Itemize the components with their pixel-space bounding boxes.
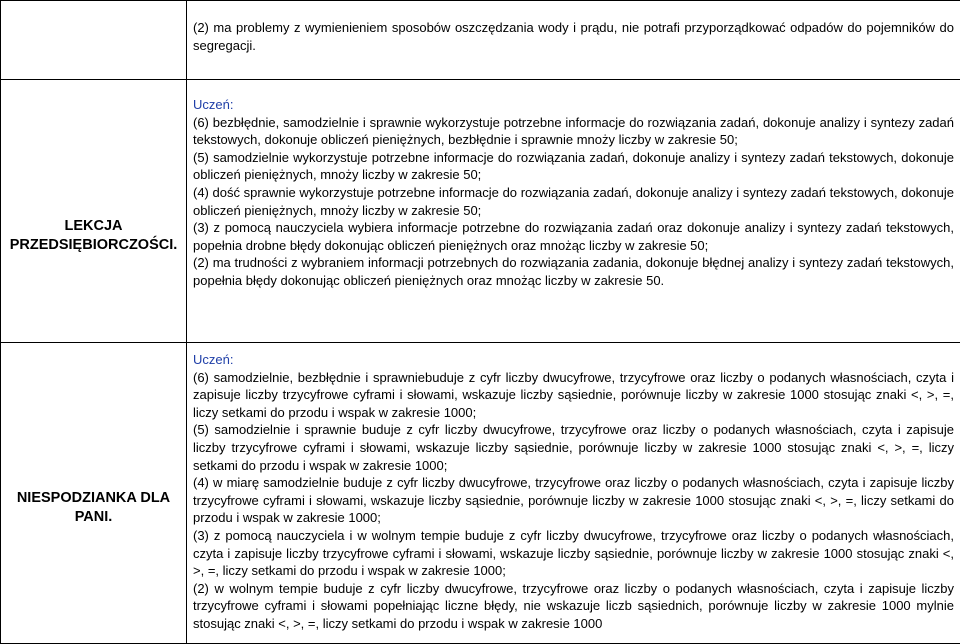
- row-content-cell: [187, 343, 960, 644]
- table-row: [1, 80, 960, 343]
- lesson-title: LEKCJA PRZEDSIĘBIORCZOŚCI.: [1, 167, 186, 255]
- criteria-item: (3) z pomocą nauczyciela i w wolnym tempie buduje z cyfr liczby dwucyfrowe, trzycyfrowe oraz liczby o podanych własnościach, czyta i zapisuje liczby trzycyfrowe cyframi i słowami, wskazuje liczby sąsiednie, porównuje liczby w zakresie 1000 stosując znaki <, >, =, liczy setkami do przodu i wspak w zakresie 1000;: [193, 527, 954, 580]
- table-row: [1, 1, 960, 80]
- criteria-item: (6) bezbłędnie, samodzielnie i sprawnie wykorzystuje potrzebne informacje do rozwiązania zadań, dokonuje analizy i syntezy zadań tekstowych, dokonuje obliczeń pieniężnych, bezbłędnie i sprawnie mnoży liczby w zakresie 50;: [193, 114, 954, 149]
- criteria-item: (2) w wolnym tempie buduje z cyfr liczby dwucyfrowe, trzycyfrowe oraz liczby o podanych własnościach, czyta i zapisuje liczby trzycyfrowe cyframi i słowami popełniając liczne błędy, nie wskazuje liczb sąsiednich, porównuje liczby w zakresie 1000 mylnie stosując znaki <, >, =, liczy setkami do przodu i wspak w zakresie 1000: [193, 580, 954, 633]
- row-content-cell: [187, 1, 960, 80]
- criteria-item: (2) ma trudności z wybraniem informacji potrzebnych do rozwiązania zadania, dokonuje błędnej analizy i syntezy zadań tekstowych, popełnia błędy dokonując obliczeń pieniężnych oraz mnożąc liczby w zakresie 50.: [193, 254, 954, 289]
- row-label-cell: [1, 80, 187, 343]
- student-heading: Uczeń:: [193, 351, 954, 369]
- row-label-cell: [1, 343, 187, 644]
- criteria-item: (5) samodzielnie wykorzystuje potrzebne informacje do rozwiązania zadań, dokonuje analizy i syntezy zadań tekstowych, dokonuje obliczeń pieniężnych, mnoży liczby w zakresie 50;: [193, 149, 954, 184]
- criteria-item: (5) samodzielnie i sprawnie buduje z cyfr liczby dwucyfrowe, trzycyfrowe oraz liczby o podanych własnościach, czyta i zapisuje liczby trzycyfrowe cyframi i słowami, wskazuje liczby sąsiednie, porównuje liczby w zakresie 1000 stosując znaki <, >, =, liczy setkami do przodu i wspak w zakresie 1000;: [193, 421, 954, 474]
- table-row: [1, 343, 960, 644]
- criteria-item: (6) samodzielnie, bezbłędnie i sprawniebuduje z cyfr liczby dwucyfrowe, trzycyfrowe oraz liczby o podanych własnościach, czyta i zapisuje liczby trzycyfrowe cyframi i słowami, wskazuje liczby sąsiednie, porównuje liczby w zakresie 1000 stosując znaki <, >, =, liczy setkami do przodu i wspak w zakresie 1000;: [193, 369, 954, 422]
- criteria-item: (4) dość sprawnie wykorzystuje potrzebne informacje do rozwiązania zadań, dokonuje analizy i syntezy zadań tekstowych, dokonuje obliczeń pieniężnych, mnoży liczby w zakresie 50;: [193, 184, 954, 219]
- student-heading: Uczeń:: [193, 96, 954, 114]
- row-label-cell: [1, 1, 187, 80]
- criteria-text: (2) ma problemy z wymienieniem sposobów oszczędzania wody i prądu, nie potrafi przyporządkować odpadów do pojemników do segregacji.: [193, 19, 954, 54]
- row-content-cell: [187, 80, 960, 343]
- lesson-title: NIESPODZIANKA DLA PANI.: [1, 459, 186, 527]
- criteria-item: (3) z pomocą nauczyciela wybiera informacje potrzebne do rozwiązania zadań oraz dokonuje analizy i syntezy zadań tekstowych, popełnia drobne błędy dokonując obliczeń pieniężnych oraz mnożąc liczby w zakresie 50;: [193, 219, 954, 254]
- criteria-item: (4) w miarę samodzielnie buduje z cyfr liczby dwucyfrowe, trzycyfrowe oraz liczby o podanych własnościach, czyta i zapisuje liczby trzycyfrowe cyframi i słowami, wskazuje liczby sąsiednie, porównuje liczby w zakresie 1000 stosując znaki <, >, =, liczy setkami do przodu i wspak w zakresie 1000;: [193, 474, 954, 527]
